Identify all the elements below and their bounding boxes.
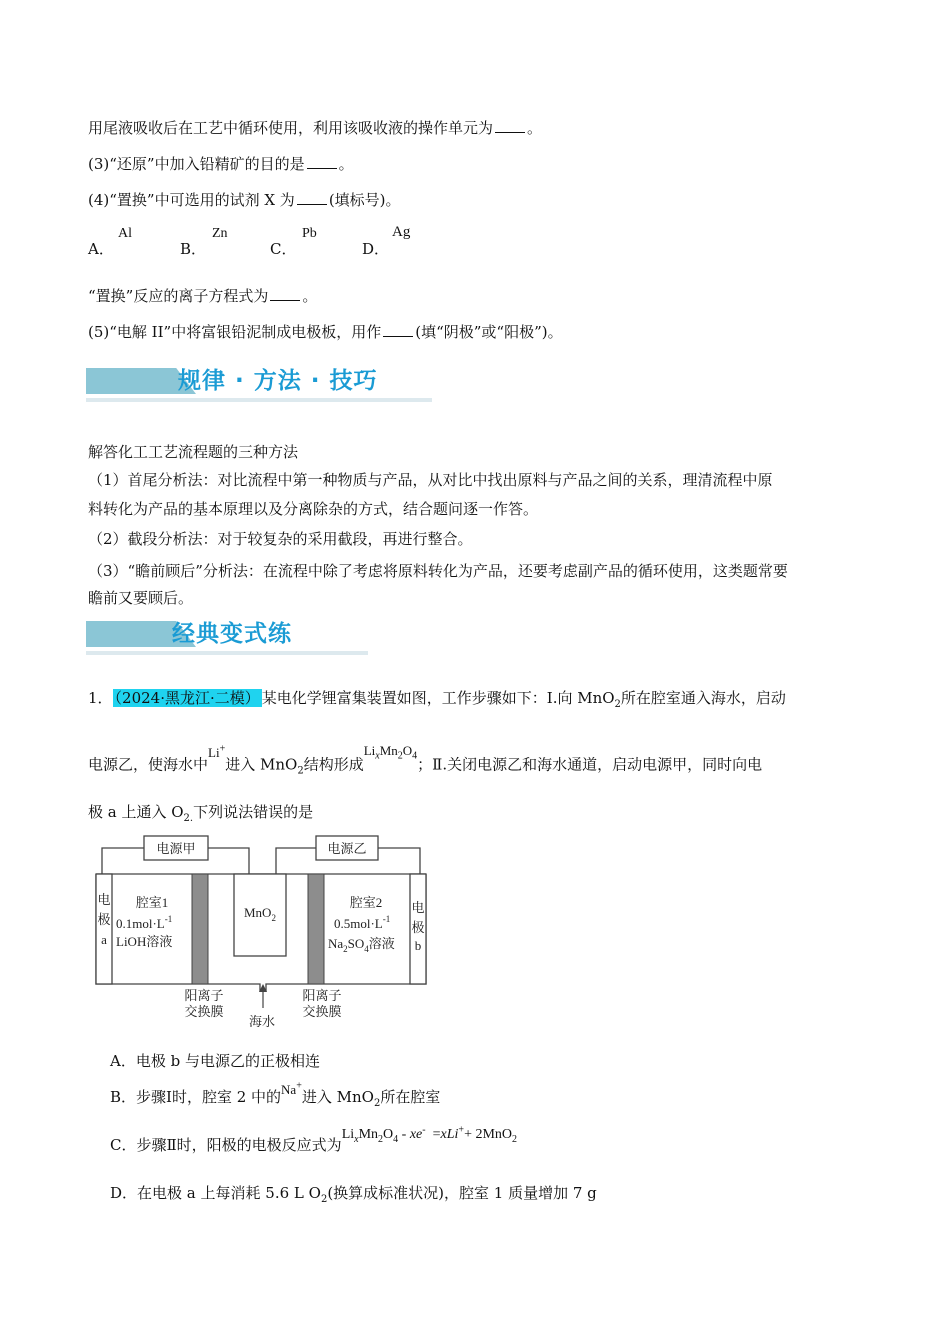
method-1-line-2: 料转化为产品的基本原理以及分离除杂的方式，结合题问逐一作答。 [88, 500, 539, 518]
question-number: 1． [88, 689, 113, 707]
question-text: 下列说法错误的是 [193, 803, 314, 821]
question-5 [88, 322, 563, 342]
option-letter: B． [180, 240, 207, 258]
chamber-2-label: 腔室2 [349, 895, 383, 910]
electrode-equation: $Li_xMn_2O_4 - xe^- =xLi^++ 2MnO_2$ [341, 1124, 518, 1145]
answer-blank[interactable] [307, 154, 337, 169]
subscript: x [375, 750, 380, 762]
option-d[interactable] [362, 224, 411, 259]
subscript: 4 [412, 750, 418, 762]
li-ion-formula [208, 745, 225, 760]
choice-c[interactable] [110, 1124, 518, 1157]
question-4 [88, 190, 401, 210]
membrane-right-label: 阳离子 [302, 988, 342, 1003]
subscript: 2 [373, 1098, 381, 1109]
option-b[interactable] [180, 226, 228, 259]
seawater-label: 海水 [248, 1014, 276, 1029]
mno2-label: MnO$_2$ [244, 905, 276, 923]
option-value: Ag [392, 224, 411, 240]
chamber-1-concentration: $0.1mol\cdot L^{-1}$ [116, 914, 173, 931]
wire-right-a [276, 848, 316, 874]
option-letter: C． [270, 240, 297, 258]
question-3 [88, 154, 354, 174]
choice-a[interactable] [110, 1050, 320, 1071]
answer-blank[interactable] [495, 118, 525, 133]
chamber-1-solution: LiOH溶液 [116, 934, 173, 949]
section-title: 经典变式练 [172, 621, 292, 647]
option-letter: A． [88, 240, 114, 258]
electrode-a [96, 874, 112, 984]
membrane-right-label: 交换膜 [302, 1004, 342, 1019]
formula-text: Li [208, 745, 220, 761]
wire-right-b [378, 848, 420, 874]
membrane-left-label: 阳离子 [184, 988, 224, 1003]
power-supply-a-label: 电源甲 [156, 841, 196, 856]
method-2: （2）截段分析法：对于较复杂的采用截段，再进行整合。 [88, 530, 473, 548]
question-text: 进入 MnO [225, 755, 298, 774]
wire-left-b [208, 848, 249, 874]
choice-text: A．电极 b 与电源乙的正极相连 [110, 1052, 320, 1070]
electrode-a-label: 电 [97, 892, 111, 907]
question-text: 结构形成 [303, 755, 364, 774]
electrode-a-label: a [101, 932, 107, 947]
formula-text: Mn [379, 743, 398, 759]
choice-b[interactable] [110, 1080, 441, 1109]
choice-text: D．在电极 a 上每消耗 5.6 L O [110, 1184, 321, 1202]
electrode-b-label: 电 [411, 900, 425, 915]
section-banner-practice [86, 615, 368, 655]
choice-text: (换算成标准状况)，腔室 1 质量增加 7 g [327, 1184, 597, 1202]
question-text: ；Ⅱ.关闭电源乙和海水通道，启动电源甲，同时向电 [417, 755, 763, 774]
answer-blank[interactable] [270, 286, 300, 301]
question-text: (5)“电解 II”中将富银铅泥制成电极板，用作 [88, 323, 382, 341]
chamber-1-label: 腔室1 [135, 895, 169, 910]
option-value: Zn [212, 226, 228, 241]
section-title: 规律 · 方法 · 技巧 [178, 368, 378, 394]
methods-intro: 解答化工工艺流程题的三种方法 [88, 443, 299, 461]
question-text: 极 a 上通入 O [88, 803, 184, 821]
wire-left-a [102, 848, 144, 874]
question-text: 电源乙，使海水中 [88, 755, 209, 774]
formula-text: O [402, 743, 413, 759]
choice-text: 所在腔室 [380, 1088, 441, 1106]
option-a[interactable] [88, 226, 132, 259]
option-c[interactable] [270, 226, 317, 259]
answer-blank[interactable] [297, 190, 327, 205]
electrochemical-cell-diagram [94, 830, 434, 1030]
question-text: 所在腔室通入海水，启动 [620, 689, 786, 707]
method-1-line-1: （1）首尾分析法：对比流程中第一种物质与产品，从对比中找出原料与产品之间的关系，理清流程中原 [88, 471, 773, 489]
electrode-a-label: 极 [97, 912, 111, 927]
text-line-1 [88, 118, 542, 138]
banner-underline [86, 651, 368, 655]
question-text: 某电化学锂富集装置如图，工作步骤如下：Ⅰ.向 MnO [261, 689, 615, 707]
electrode-b-label: b [414, 938, 422, 953]
line-text: 用尾液吸收后在工艺中循环使用，利用该吸收液的操作单元为 [88, 119, 494, 137]
chamber-2-concentration: $0.5mol\cdot L^{-1}$ [334, 914, 391, 931]
line-end: 。 [527, 119, 543, 137]
question-text: (4)“置换”中可选用的试剂 X 为 [88, 191, 295, 209]
subscript: 2 [397, 750, 403, 762]
superscript: + [296, 1080, 302, 1092]
banner-underline [86, 398, 432, 402]
subscript: 2. [183, 813, 194, 824]
question-text: “置换”反应的离子方程式为 [88, 287, 269, 305]
cation-membrane-right [308, 874, 324, 984]
section-banner-methods [86, 362, 432, 402]
formula-text: Li [363, 743, 376, 759]
method-3-line-2: 瞻前又要顾后。 [88, 589, 194, 607]
formula-text: Na [281, 1082, 297, 1097]
choice-text: 进入 MnO [301, 1088, 374, 1106]
cation-membrane-left [192, 874, 208, 984]
superscript: + [219, 744, 226, 755]
option-value: Al [118, 226, 132, 241]
answer-blank[interactable] [383, 322, 413, 337]
subscript: 2 [614, 699, 621, 710]
power-supply-b-label: 电源乙 [327, 841, 367, 856]
line-end: (填标号)。 [328, 191, 401, 209]
line-end: 。 [338, 155, 354, 173]
line-end: (填“阴极”或“阳极”)。 [415, 323, 563, 341]
question-1-line-1 [88, 688, 786, 715]
question-text: (3)“还原”中加入铅精矿的目的是 [88, 155, 305, 173]
method-3-line-1: （3）“瞻前顾后”分析法：在流程中除了考虑将原料转化为产品，还要考虑副产品的循环使用，这类题常要 [88, 562, 788, 580]
choice-d[interactable] [110, 1182, 597, 1205]
line-end: 。 [302, 287, 318, 305]
question-1-line-2 [88, 743, 763, 781]
na-ion-formula [281, 1082, 302, 1097]
electrode-b-label: 极 [411, 920, 425, 935]
chamber-2-solution: $Na_2SO_4$溶液 [328, 936, 395, 954]
choice-text: C．步骤Ⅱ时，阳极的电极反应式为 [110, 1136, 342, 1154]
subscript: 2 [297, 765, 304, 777]
option-value: Pb [302, 226, 317, 241]
subscript: 2 [320, 1194, 328, 1205]
lixmn2o4-formula [363, 743, 418, 762]
cell-outline-right [266, 874, 426, 992]
question-4b [88, 286, 317, 306]
choice-text: B．步骤Ⅰ时，腔室 2 中的 [110, 1088, 282, 1106]
question-source: （2024·黑龙江·二模） [114, 689, 260, 707]
option-letter: D． [362, 240, 390, 258]
membrane-left-label: 交换膜 [184, 1004, 224, 1019]
question-1-line-3 [88, 802, 313, 829]
